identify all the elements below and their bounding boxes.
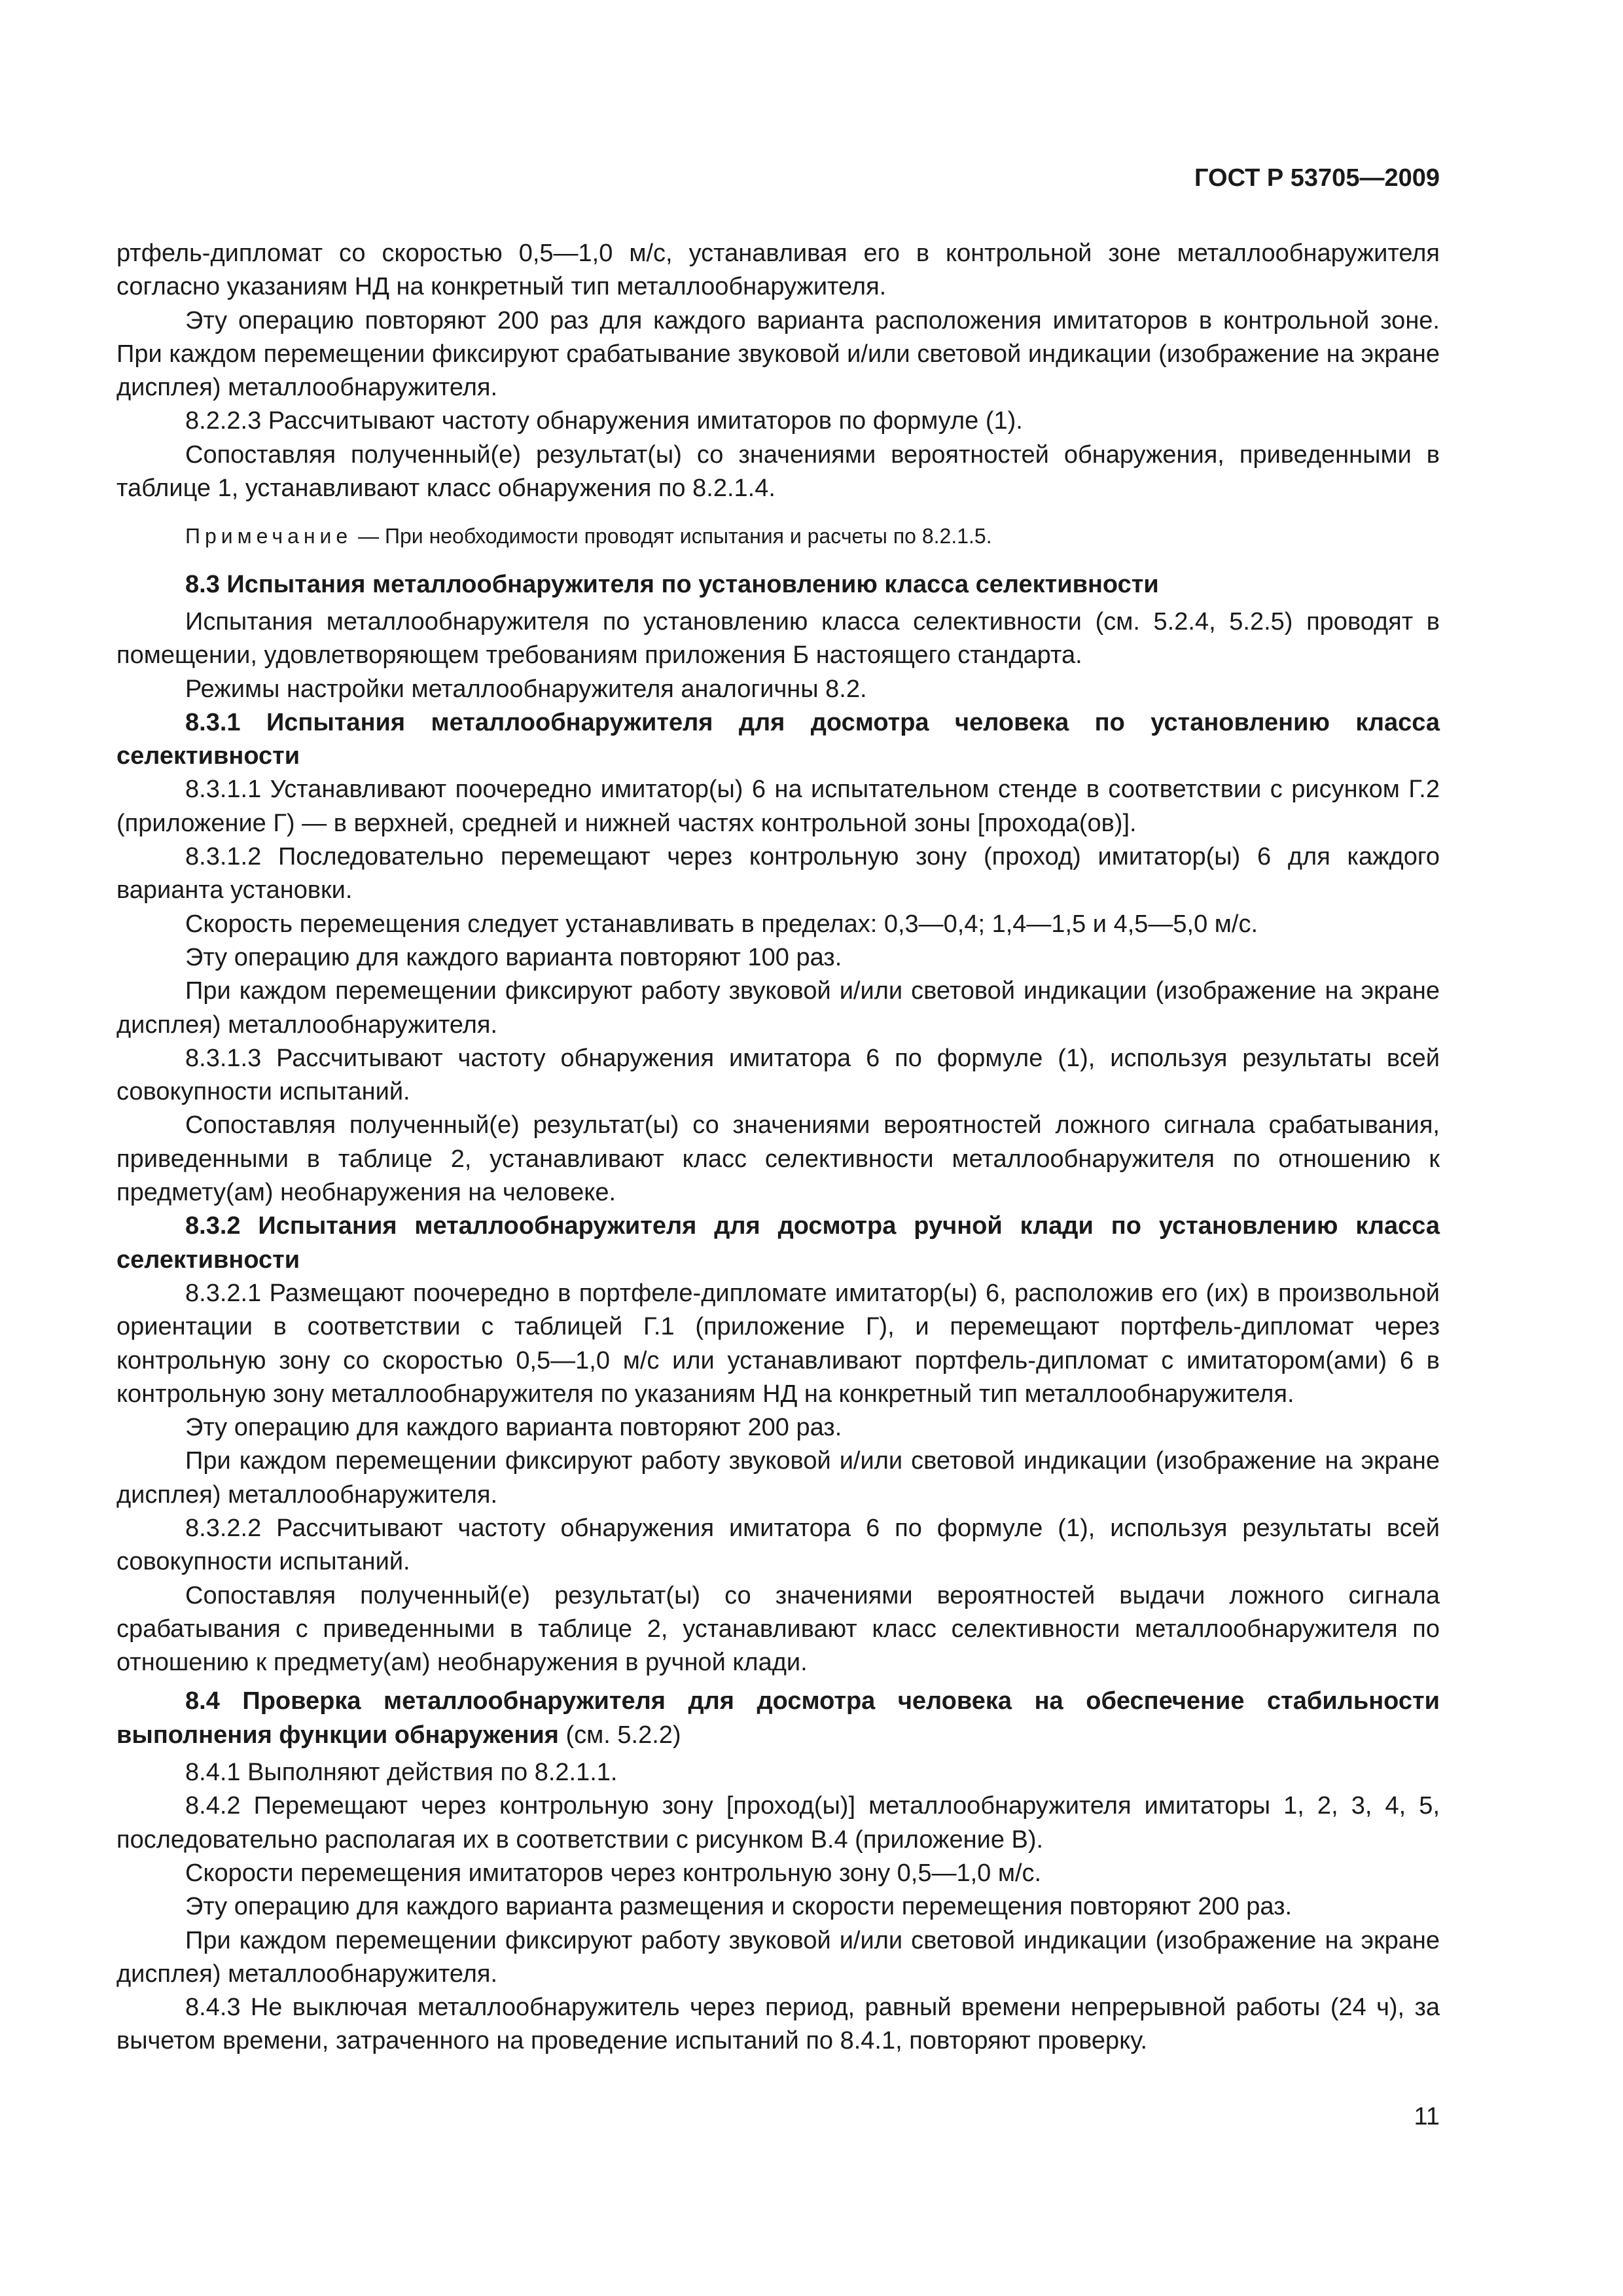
paragraph: Режимы настройки металлообнаружителя аналогичны 8.2. bbox=[185, 675, 867, 703]
paragraph-8-3-1-3: 8.3.1.3 Рассчитывают частоту обнаружения имитатора 6 по формуле (1), используя результаты всей совокупности испытаний. bbox=[116, 1044, 1440, 1106]
paragraph-8-3-2-1: 8.3.2.1 Размещают поочередно в портфеле-дипломате имитатор(ы) 6, расположив его (их) в произвольной ориентации в соответствии с таблицей Г.1 (приложение Г), и перемещают портфель-дипломат через контрольную зону со скоростью 0,5—1,0 м/с или устанавливают портфель-дипломат с имитатором(ами) 6 в контрольную зону металлообнаружителя по указаниям НД на конкретный тип металлообнаружителя. bbox=[116, 1279, 1440, 1408]
document-body bbox=[116, 237, 1440, 2058]
document-code: ГОСТ Р 53705—2009 bbox=[1194, 164, 1440, 192]
paragraph: Скорости перемещения имитаторов через контрольную зону 0,5—1,0 м/с. bbox=[185, 1859, 1042, 1887]
paragraph: Скорость перемещения следует устанавливать в пределах: 0,3—0,4; 1,4—1,5 и 4,5—5,0 м/с. bbox=[185, 910, 1258, 938]
section-heading-8-3-1: 8.3.1 Испытания металлообнаружителя для досмотра человека по установлению класса селективности bbox=[116, 708, 1440, 770]
paragraph: При каждом перемещении фиксируют работу звуковой и/или световой индикации (изображение на экране дисплея) металлообнаружителя. bbox=[116, 977, 1440, 1039]
paragraph-8-3-1-2: 8.3.1.2 Последовательно перемещают через контрольную зону (проход) имитатор(ы) 6 для каждого варианта установки. bbox=[116, 843, 1440, 905]
section-heading-8-3-2: 8.3.2 Испытания металлообнаружителя для досмотра ручной клади по установлению класса селективности bbox=[116, 1212, 1440, 1274]
paragraph-8-4-2: 8.4.2 Перемещают через контрольную зону [проход(ы)] металлообнаружителя имитаторы 1, 2, 3, 4, 5, последовательно располагая их в соответствии с рисунком В.4 (приложение В). bbox=[116, 1792, 1440, 1854]
paragraph: При каждом перемещении фиксируют работу звуковой и/или световой индикации (изображение на экране дисплея) металлообнаружителя. bbox=[116, 1447, 1440, 1509]
paragraph-8-2-2-3: 8.2.2.3 Рассчитывают частоту обнаружения имитаторов по формуле (1). bbox=[185, 407, 1023, 435]
heading-8-4-bold: 8.4 Проверка металлообнаружителя для досмотра человека на обеспечение стабильности выполнения функции обнаружения bbox=[116, 1687, 1440, 1749]
paragraph: Сопоставляя полученный(е) результат(ы) со значениями вероятностей обнаружения, приведенными в таблице 1, устанавливают класс обнаружения по 8.2.1.4. bbox=[116, 440, 1440, 503]
paragraph-8-4-1: 8.4.1 Выполняют действия по 8.2.1.1. bbox=[185, 1759, 618, 1787]
section-heading-8-3: 8.3 Испытания металлообнаружителя по установлению класса селективности bbox=[185, 570, 1159, 598]
heading-8-4-reference: (см. 5.2.2) bbox=[558, 1721, 681, 1749]
paragraph-continuation: ртфель-дипломат со скоростью 0,5—1,0 м/с, устанавливая его в контрольной зоне металлообнаружителя согласно указаниям НД на конкретный тип металлообнаружителя. bbox=[116, 240, 1440, 301]
paragraph: Эту операцию для каждого варианта размещения и скорости перемещения повторяют 200 раз. bbox=[185, 1893, 1293, 1921]
page-number: 11 bbox=[1414, 2103, 1440, 2130]
paragraph: Испытания металлообнаружителя по установлению класса селективности (см. 5.2.4, 5.2.5) проводят в помещении, удовлетворяющем требованиям приложения Б настоящего стандарта. bbox=[116, 607, 1440, 670]
note bbox=[116, 520, 1440, 553]
note-label: Примечание bbox=[185, 524, 353, 548]
paragraph: Эту операцию для каждого варианта повторяют 100 раз. bbox=[185, 943, 842, 971]
paragraph: Эту операцию для каждого варианта повторяют 200 раз. bbox=[185, 1414, 842, 1442]
section-heading-8-4 bbox=[116, 1685, 1440, 1752]
paragraph-8-3-1-1: 8.3.1.1 Устанавливают поочередно имитатор(ы) 6 на испытательном стенде в соответствии с рисунком Г.2 (приложение Г) — в верхней, средней и нижней частях контрольной зоны [прохода(ов)]. bbox=[116, 776, 1440, 837]
note-text: — При необходимости проводят испытания и расчеты по 8.2.1.5. bbox=[358, 524, 992, 548]
paragraph-8-4-3: 8.4.3 Не выключая металлообнаружитель через период, равный времени непрерывной работы (24 ч), за вычетом времени, затраченного на проведение испытаний по 8.4.1, повторяют проверку. bbox=[116, 1994, 1440, 2055]
paragraph: Сопоставляя полученный(е) результат(ы) со значениями вероятностей выдачи ложного сигнала срабатывания с приведенными в таблице 2, устанавливают класс селективности металлообнаружителя по отношению к предмету(ам) необнаружения в ручной клади. bbox=[116, 1581, 1440, 1677]
paragraph: При каждом перемещении фиксируют работу звуковой и/или световой индикации (изображение на экране дисплея) металлообнаружителя. bbox=[116, 1926, 1440, 1988]
paragraph: Сопоставляя полученный(е) результат(ы) со значениями вероятностей ложного сигнала срабатывания, приведенными в таблице 2, устанавливают класс селективности металлообнаружителя по отношению к предмету(ам) необнаружения на человеке. bbox=[116, 1111, 1440, 1207]
paragraph: Эту операцию повторяют 200 раз для каждого варианта расположения имитаторов в контрольной зоне. При каждом перемещении фиксируют срабатывание звуковой и/или световой индикации (изображение на экране дисплея) металлообнаружителя. bbox=[116, 306, 1440, 402]
paragraph-8-3-2-2: 8.3.2.2 Рассчитывают частоту обнаружения имитатора 6 по формуле (1), используя результаты всей совокупности испытаний. bbox=[116, 1514, 1440, 1576]
